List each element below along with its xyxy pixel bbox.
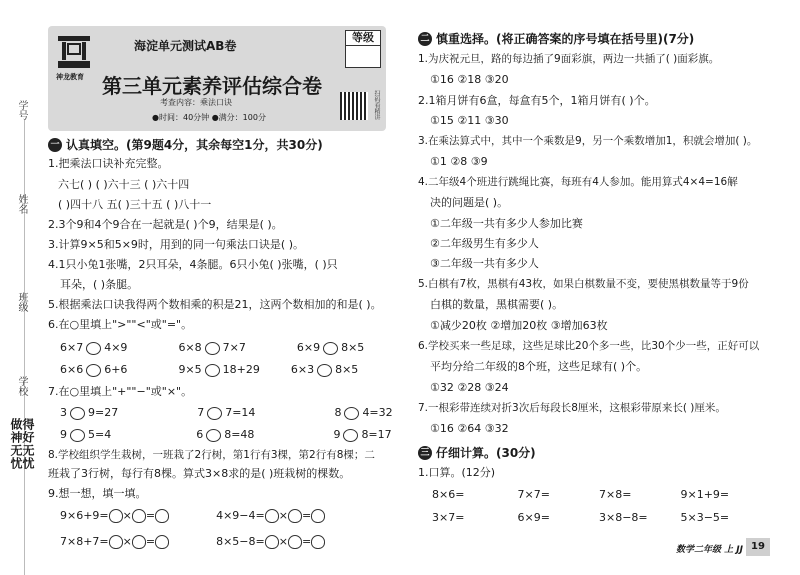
apple-icon[interactable] (265, 535, 279, 549)
expr: 9=27 (88, 406, 119, 419)
expr: 9 (333, 428, 341, 441)
answer-circle[interactable] (206, 429, 221, 442)
apple-icon[interactable] (311, 535, 325, 549)
q6-row2 (60, 362, 358, 377)
q7-text: 7.在○里填上"+""−"或"×"。 (48, 385, 193, 398)
oral-row2 (432, 510, 761, 525)
oral-item: 8×6= (432, 488, 465, 501)
answer-circle[interactable] (70, 429, 85, 442)
apple-icon[interactable] (288, 535, 302, 549)
expr: 6×7 (60, 341, 84, 354)
answer-circle[interactable] (70, 407, 85, 420)
q1-row2: ( )四十八 五( )三十五 ( )八十一 (58, 198, 212, 211)
r-q4-cont: 决的问题是( )。 (430, 196, 509, 209)
expr: 8=48 (224, 428, 255, 441)
r-q7-options: ①16 ②64 ③32 (430, 422, 509, 435)
apple-icon[interactable] (155, 509, 169, 523)
apple-icon[interactable] (132, 509, 146, 523)
answer-circle[interactable] (317, 364, 332, 377)
r-q7: 7.一根彩带连续对折3次后每段长8厘米，这根彩带原来长( )厘米。 (418, 402, 726, 414)
q2-text: 2.3个9和4个9合在一起就是( )个9，结果是( )。 (48, 218, 283, 231)
binding-margin (0, 0, 34, 575)
expr: 6×9 (296, 341, 321, 354)
r-q5-options: ①减少20枚 ②增加20枚 ③增加63枚 (430, 319, 608, 332)
expr: 7=14 (225, 406, 256, 419)
r-q2-options: ①15 ②11 ③30 (430, 114, 509, 127)
oral-item: 7×7= (517, 488, 550, 501)
section-1-title: 认真填空。(第9题4分，其余每空1分，共30分) (66, 138, 323, 152)
level-box (345, 30, 381, 68)
expr: 9×6+9= (60, 509, 109, 522)
apple-icon[interactable] (132, 535, 146, 549)
section-2-title: 慎重选择。(将正确答案的序号填在括号里)(7分) (436, 32, 695, 46)
label-student-id: 学号 (16, 100, 27, 120)
r-q1: 1.为庆祝元旦，路的每边插了9面彩旗，两边一共插了( )面彩旗。 (418, 53, 720, 65)
expr: 6×8 (178, 341, 202, 354)
section-1-header (48, 136, 323, 153)
page-title: 第三单元素养评估综合卷 (102, 74, 322, 98)
qr-caption: 扫码看精讲 (373, 90, 380, 120)
expr: 7 (197, 406, 205, 419)
r-q6: 6.学校买来一些足球，这些足球比20个多一些，比30个少一些，正好可以 (418, 340, 760, 352)
r-q6-cont: 平均分给二年级的8个班，这些足球有( )个。 (430, 360, 648, 373)
q8-text: 8.学校组织学生栽树，一班栽了2行树，第1行有3棵，第2行有8棵；二 (48, 449, 375, 461)
slogan-right: 得好无忧 (21, 418, 35, 470)
q4-text-cont: 耳朵，( )条腿。 (60, 278, 139, 291)
expr: 6×3 (290, 363, 315, 376)
q4-text: 4.1只小兔1张嘴，2只耳朵，4条腿。6只小兔( )张嘴，( )只 (48, 258, 338, 271)
apple-icon[interactable] (155, 535, 169, 549)
expr: 6×6 (60, 363, 84, 376)
answer-circle[interactable] (207, 407, 222, 420)
expr: 9×5 (178, 363, 202, 376)
q1-row1: 六七( ) ( )六十三 ( )六十四 (58, 178, 190, 191)
series-title: 海淀单元测试AB卷 (134, 39, 237, 53)
footer-subject: 数学二年级 上 JJ (676, 545, 743, 555)
apple-icon[interactable] (288, 509, 302, 523)
answer-circle[interactable] (205, 342, 220, 355)
apple-icon[interactable] (109, 535, 123, 549)
section-2-header (418, 30, 694, 47)
r-q4-opt2: ②二年级男生有多少人 (430, 237, 539, 250)
oral-item: 3×7= (432, 511, 465, 524)
apple-icon[interactable] (265, 509, 279, 523)
expr: 18+29 (222, 363, 260, 376)
exam-scope: 考查内容：乘法口诀 (160, 98, 232, 107)
answer-circle[interactable] (86, 342, 101, 355)
q3-text: 3.计算9×5和5×9时，用到的同一句乘法口诀是( )。 (48, 238, 305, 251)
q1-text: 1.把乘法口诀补充完整。 (48, 157, 169, 170)
temple-icon (54, 30, 94, 70)
expr: 4×9−4= (216, 509, 265, 522)
r-q3-options: ①1 ②8 ③9 (430, 155, 488, 168)
oral-item: 5×3−5= (680, 511, 730, 524)
q6-text: 6.在○里填上">""<"或"="。 (48, 318, 193, 331)
brand-logo (54, 30, 94, 70)
oral-item: 7×8= (599, 488, 632, 501)
section-1-number: 一 (48, 138, 62, 152)
q9-text: 9.想一想，填一填。 (48, 487, 147, 500)
expr: 4=32 (362, 406, 393, 419)
r-q5-cont: 白棋的数量，黑棋需要( )。 (430, 298, 564, 311)
r-q1-options: ①16 ②18 ③20 (430, 73, 509, 86)
section-3-number: 三 (418, 446, 432, 460)
margin-line (24, 120, 25, 575)
slogan-left: 做神无忧 (9, 418, 23, 470)
label-school: 学校 (16, 376, 27, 396)
answer-circle[interactable] (86, 364, 101, 377)
expr: 3 (60, 406, 67, 419)
expr: 7×8+7= (60, 535, 109, 548)
oral-calc-title: 1.口算。(12分) (418, 466, 496, 479)
expr: 4×9 (104, 341, 128, 354)
apple-icon[interactable] (109, 509, 123, 523)
section-3-title: 仔细计算。(30分) (436, 446, 536, 460)
q7-row2 (60, 427, 392, 442)
r-q2: 2.1箱月饼有6盒，每盒有5个，1箱月饼有( )个。 (418, 94, 656, 107)
label-name: 姓名 (16, 194, 27, 214)
answer-circle[interactable] (205, 364, 220, 377)
expr: 8×5−8= (216, 535, 265, 548)
expr: 9 (60, 428, 67, 441)
level-label: 等级 (346, 31, 380, 46)
r-q4: 4.二年级4个班进行跳绳比赛，每班有4人参加。能用算式4×4=16解 (418, 176, 738, 188)
answer-circle[interactable] (343, 429, 358, 442)
expr: 8×5 (341, 341, 365, 354)
oral-item: 9×1+9= (680, 488, 730, 501)
q9-row1: 9×6+9= × = 4×9−4= × = (60, 508, 325, 523)
expr: 8=17 (361, 428, 392, 441)
exam-meta: ●时间：40分钟 ●满分：100分 (152, 113, 266, 122)
r-q3: 3.在乘法算式中，其中一个乘数是9，另一个乘数增加1，积就会增加( )。 (418, 135, 758, 147)
expr: 5=4 (88, 428, 112, 441)
answer-circle[interactable] (344, 407, 359, 420)
expr: 7×7 (222, 341, 246, 354)
brand-name: 神龙教育 (56, 72, 84, 81)
label-class: 班级 (16, 292, 27, 312)
r-q5: 5.白棋有7枚，黑棋有43枚，如果白棋数量不变，要使黑棋数量等于9份 (418, 278, 749, 290)
expr: 8 (334, 406, 342, 419)
r-q6-options: ①32 ②28 ③24 (430, 381, 509, 394)
qr-code-icon (340, 92, 368, 120)
r-q4-opt3: ③二年级一共有多少人 (430, 257, 539, 270)
q7-row1 (60, 405, 393, 420)
expr: 6+6 (104, 363, 128, 376)
apple-icon[interactable] (311, 509, 325, 523)
expr: 6 (196, 428, 204, 441)
section-2-number: 二 (418, 32, 432, 46)
section-3-header (418, 444, 536, 461)
expr: 8×5 (335, 363, 359, 376)
r-q4-opt1: ①二年级一共有多少人参加比赛 (430, 217, 583, 230)
page-number: 19 (746, 538, 770, 556)
oral-item: 6×9= (517, 511, 550, 524)
oral-row1 (432, 487, 761, 502)
q8-text-cont: 班栽了3行树，每行有8棵。算式3×8求的是( )班栽树的棵数。 (48, 467, 351, 480)
q9-row2: 7×8+7= × = 8×5−8= × = (60, 534, 325, 549)
q5-text: 5.根据乘法口诀我得两个数相乘的积是21，这两个数相加的和是( )。 (48, 298, 382, 311)
oral-item: 3×8−8= (599, 511, 648, 524)
q6-row1 (60, 340, 364, 355)
answer-circle[interactable] (323, 342, 338, 355)
